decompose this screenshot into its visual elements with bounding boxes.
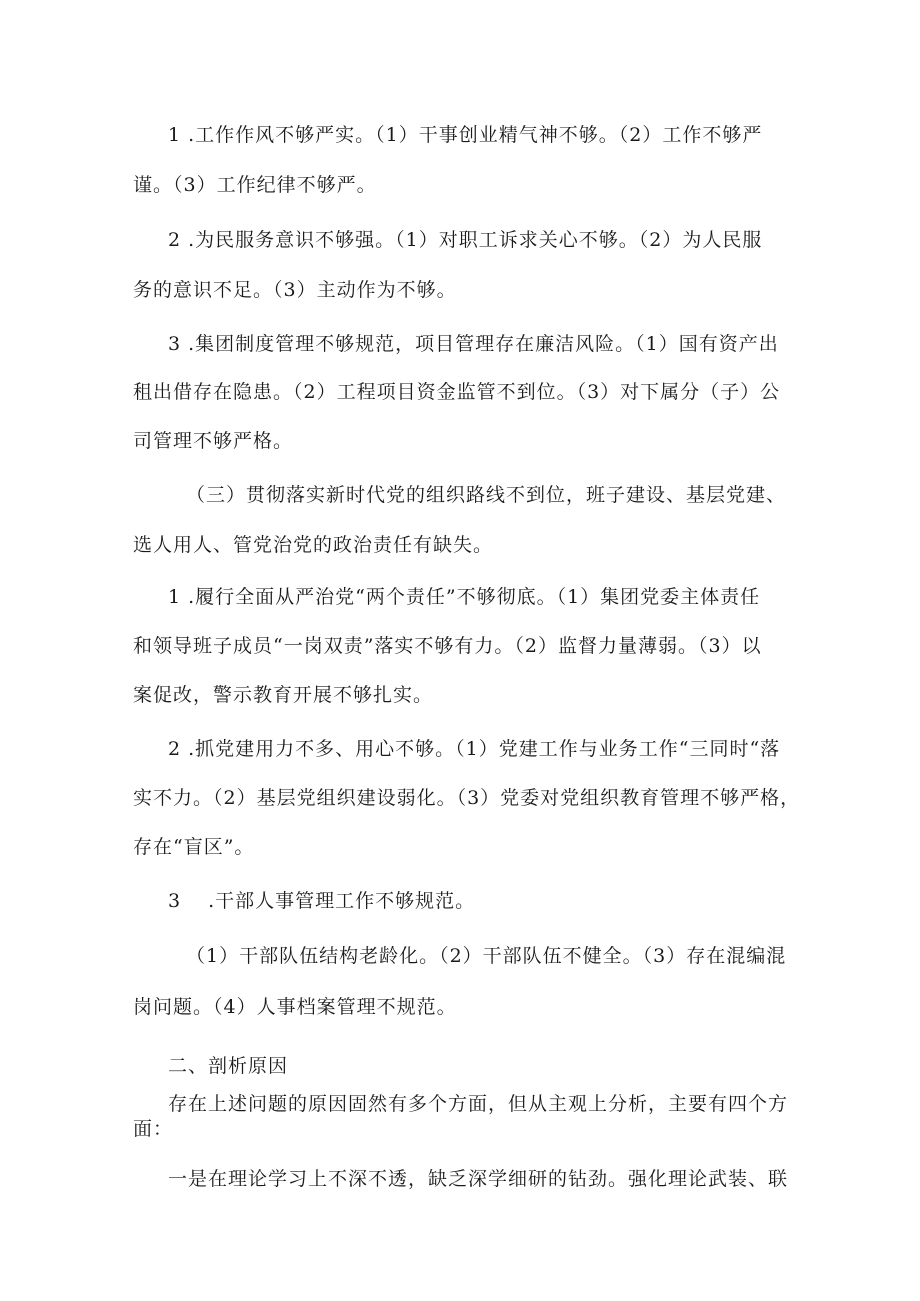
text-line-15: 存在“盲区”。 [133, 836, 255, 858]
text-line-5: 3 .集团制度管理不够规范，项目管理存在廉洁风险。（1）国有资产出 [168, 333, 779, 355]
text-line-11: 和领导班子成员“一岗双责”落实不够有力。（2）监督力量薄弱。（3）以 [133, 635, 762, 657]
text-line-2: 谨。（3）工作纪律不够严。 [133, 174, 377, 196]
text-line-7: 司管理不够严格。 [133, 430, 294, 452]
text-line-4: 务的意识不足。（3）主动作为不够。 [133, 279, 457, 301]
text-line-6: 租出借存在隐患。（2）工程项目资金监管不到位。（3）对下属分（子）公 [133, 381, 781, 403]
text-line-16: 3 .干部人事管理工作不够规范。 [168, 890, 476, 912]
text-line-14: 实不力。（2）基层党组织建设弱化。（3）党委对党组织教育管理不够严格， [133, 787, 801, 809]
text-line-20: 存在上述问题的原因固然有多个方面，但从主观上分析，主要有四个方 [168, 1093, 789, 1115]
section-heading: 二、剖析原因 [168, 1055, 289, 1077]
text-line-3: 2 .为民服务意识不够强。（1）对职工诉求关心不够。（2）为人民服 [168, 229, 763, 251]
text-line-8: （三）贯彻落实新时代党的组织路线不到位，班子建设、基层党建、 [186, 484, 787, 506]
text-line-10: 1 .履行全面从严治党“两个责任”不够彻底。（1）集团党委主体责任 [168, 586, 761, 608]
text-line-13: 2 .抓党建用力不多、用心不够。（1）党建工作与业务工作“三同时“落 [168, 738, 781, 760]
text-line-9: 选人用人、管党治党的政治责任有缺失。 [133, 534, 494, 556]
text-line-17: （1）干部队伍结构老龄化。（2）干部队伍不健全。（3）存在混编混 [186, 945, 787, 967]
text-line-18: 岗问题。（4）人事档案管理不规范。 [133, 996, 457, 1018]
text-line-22: 一是在理论学习上不深不透，缺乏深学细研的钻劲。强化理论武装、联 [168, 1168, 789, 1190]
text-line-21: 面： [133, 1118, 174, 1140]
text-line-12: 案促改，警示教育开展不够扎实。 [133, 684, 434, 706]
text-line-1: 1 .工作作风不够严实。（1）干事创业精气神不够。（2）工作不够严 [168, 124, 763, 146]
